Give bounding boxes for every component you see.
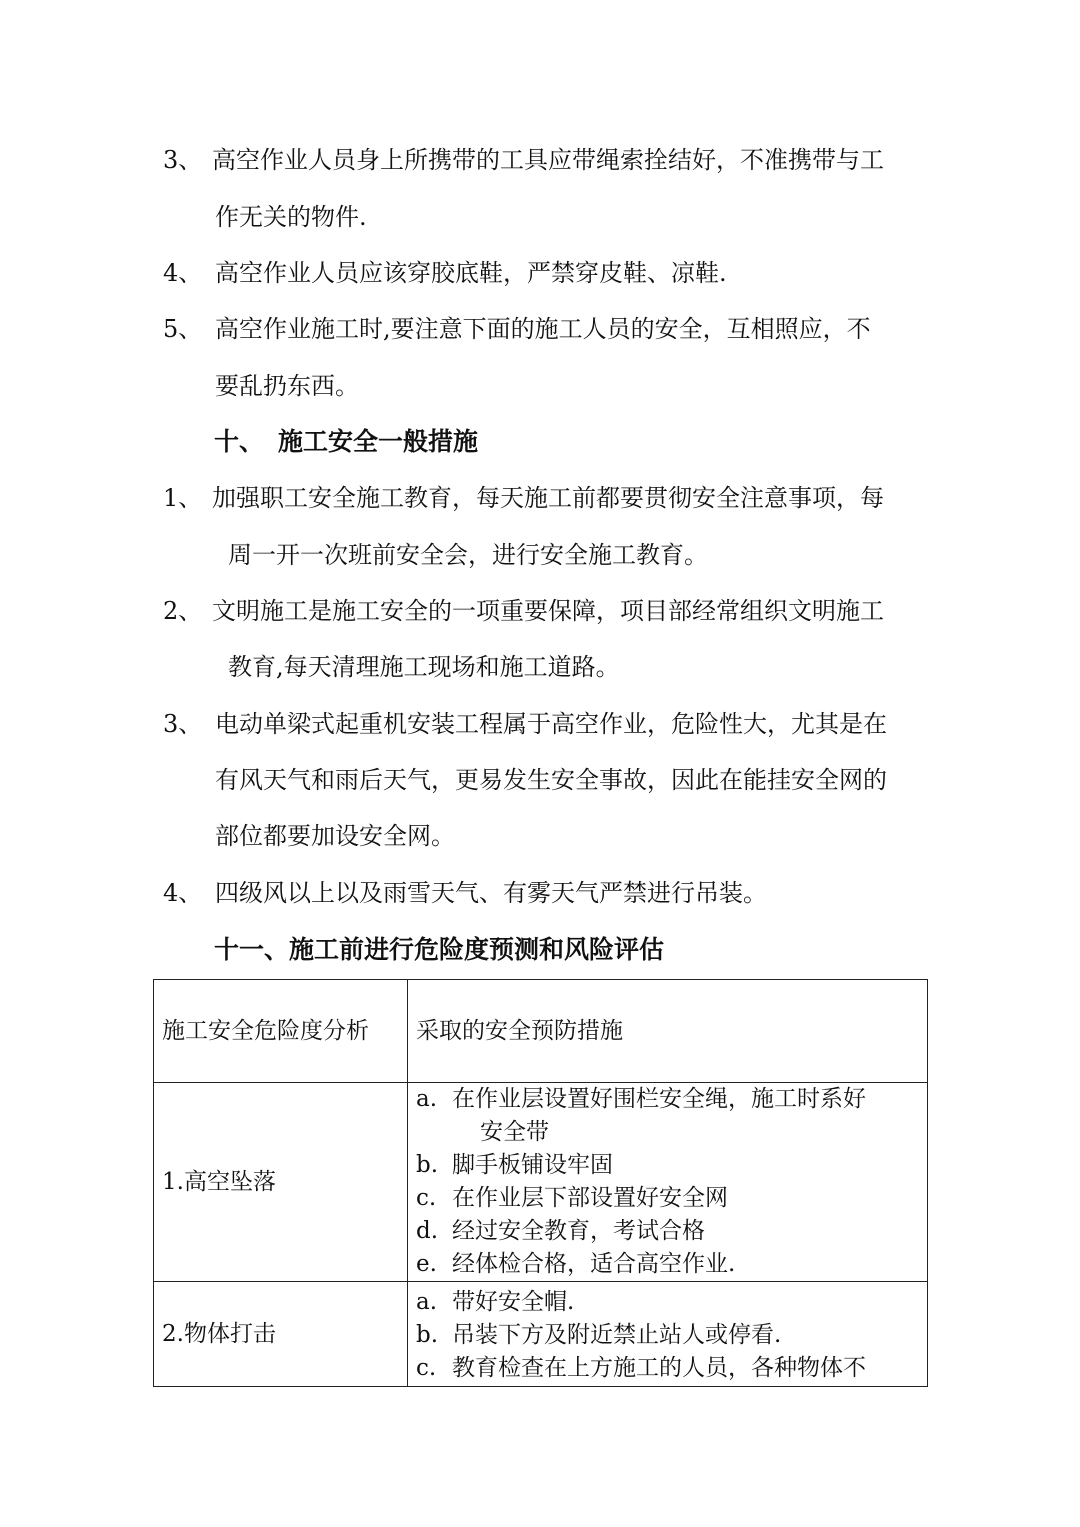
section-title: 十一、施工前进行危险度预测和风险评估 bbox=[214, 935, 665, 964]
item-number: 4、 bbox=[163, 879, 203, 907]
measure-text: 带好安全帽. bbox=[452, 1289, 575, 1315]
measure-mark: e. bbox=[416, 1251, 437, 1277]
table-header-cell: 采取的安全预防措施 bbox=[408, 980, 928, 1083]
measure-text: 吊装下方及附近禁止站人或停看. bbox=[452, 1322, 782, 1348]
item-text-line: 作无关的物件. bbox=[215, 203, 367, 231]
item-number: 3、 bbox=[163, 710, 203, 738]
item-text-line: 电动单梁式起重机安装工程属于高空作业，危险性大，尤其是在 bbox=[215, 710, 887, 738]
measure-item bbox=[416, 1215, 919, 1248]
measure-text: 在作业层设置好围栏安全绳，施工时系好 bbox=[452, 1086, 866, 1112]
item-text-line: 加强职工安全施工教育，每天施工前都要贯彻安全注意事项，每 bbox=[212, 484, 884, 512]
measure-mark: b. bbox=[416, 1322, 439, 1348]
measure-item bbox=[416, 1182, 919, 1215]
item-text-line: 要乱扔东西。 bbox=[215, 372, 359, 400]
measure-item bbox=[416, 1286, 919, 1319]
item-text-line: 文明施工是施工安全的一项重要保障，项目部经常组织文明施工 bbox=[212, 597, 884, 625]
measure-mark: c. bbox=[416, 1185, 437, 1211]
item-text-line: 有风天气和雨后天气，更易发生安全事故，因此在能挂安全网的 bbox=[215, 766, 887, 794]
item-number: 5、 bbox=[163, 315, 203, 343]
measure-text: 在作业层下部设置好安全网 bbox=[452, 1185, 728, 1211]
measure-item bbox=[416, 1116, 919, 1149]
item-text-line: 高空作业人员应该穿胶底鞋，严禁穿皮鞋、凉鞋. bbox=[215, 259, 727, 287]
measure-text: 安全带 bbox=[480, 1119, 549, 1145]
section-number: 十、 bbox=[214, 427, 265, 456]
item-text-line: 教育,每天清理施工现场和施工道路。 bbox=[228, 653, 620, 681]
table-header-row bbox=[154, 980, 928, 1083]
measure-item bbox=[416, 1248, 919, 1281]
measure-mark: b. bbox=[416, 1152, 439, 1178]
measure-text: 经过安全教育，考试合格 bbox=[452, 1218, 705, 1244]
measure-text: 经体检合格，适合高空作业. bbox=[452, 1251, 736, 1277]
item-text-line: 周一开一次班前安全会，进行安全施工教育。 bbox=[228, 541, 708, 569]
table-row bbox=[154, 1083, 928, 1282]
measure-mark: c. bbox=[416, 1355, 437, 1381]
measure-text: 脚手板铺设牢固 bbox=[452, 1152, 613, 1178]
hazard-cell: 1.高空坠落 bbox=[154, 1083, 408, 1282]
table-header-cell: 施工安全危险度分析 bbox=[154, 980, 408, 1083]
item-text-line: 四级风以上以及雨雪天气、有雾天气严禁进行吊装。 bbox=[215, 879, 767, 907]
item-number: 2、 bbox=[163, 597, 203, 625]
item-number: 1、 bbox=[163, 484, 203, 512]
measure-mark: a. bbox=[416, 1289, 438, 1315]
item-text-line: 高空作业人员身上所携带的工具应带绳索拴结好，不准携带与工 bbox=[212, 146, 884, 174]
table-row bbox=[154, 1282, 928, 1387]
measure-mark: d. bbox=[416, 1218, 439, 1244]
item-text-line: 高空作业施工时,要注意下面的施工人员的安全，互相照应，不 bbox=[215, 315, 871, 343]
section-title: 施工安全一般措施 bbox=[278, 427, 479, 456]
item-number: 3、 bbox=[163, 146, 203, 174]
measure-item bbox=[416, 1319, 919, 1352]
measure-text: 教育检查在上方施工的人员，各种物体不 bbox=[452, 1355, 866, 1381]
item-text-line: 部位都要加设安全网。 bbox=[215, 822, 455, 850]
measure-item bbox=[416, 1083, 919, 1116]
item-number: 4、 bbox=[163, 259, 203, 287]
measure-item bbox=[416, 1352, 919, 1385]
measure-item bbox=[416, 1149, 919, 1182]
measures-cell bbox=[408, 1282, 928, 1387]
risk-assessment-table bbox=[153, 979, 928, 1387]
measures-cell bbox=[408, 1083, 928, 1282]
measure-mark: a. bbox=[416, 1086, 438, 1112]
hazard-cell: 2.物体打击 bbox=[154, 1282, 408, 1387]
